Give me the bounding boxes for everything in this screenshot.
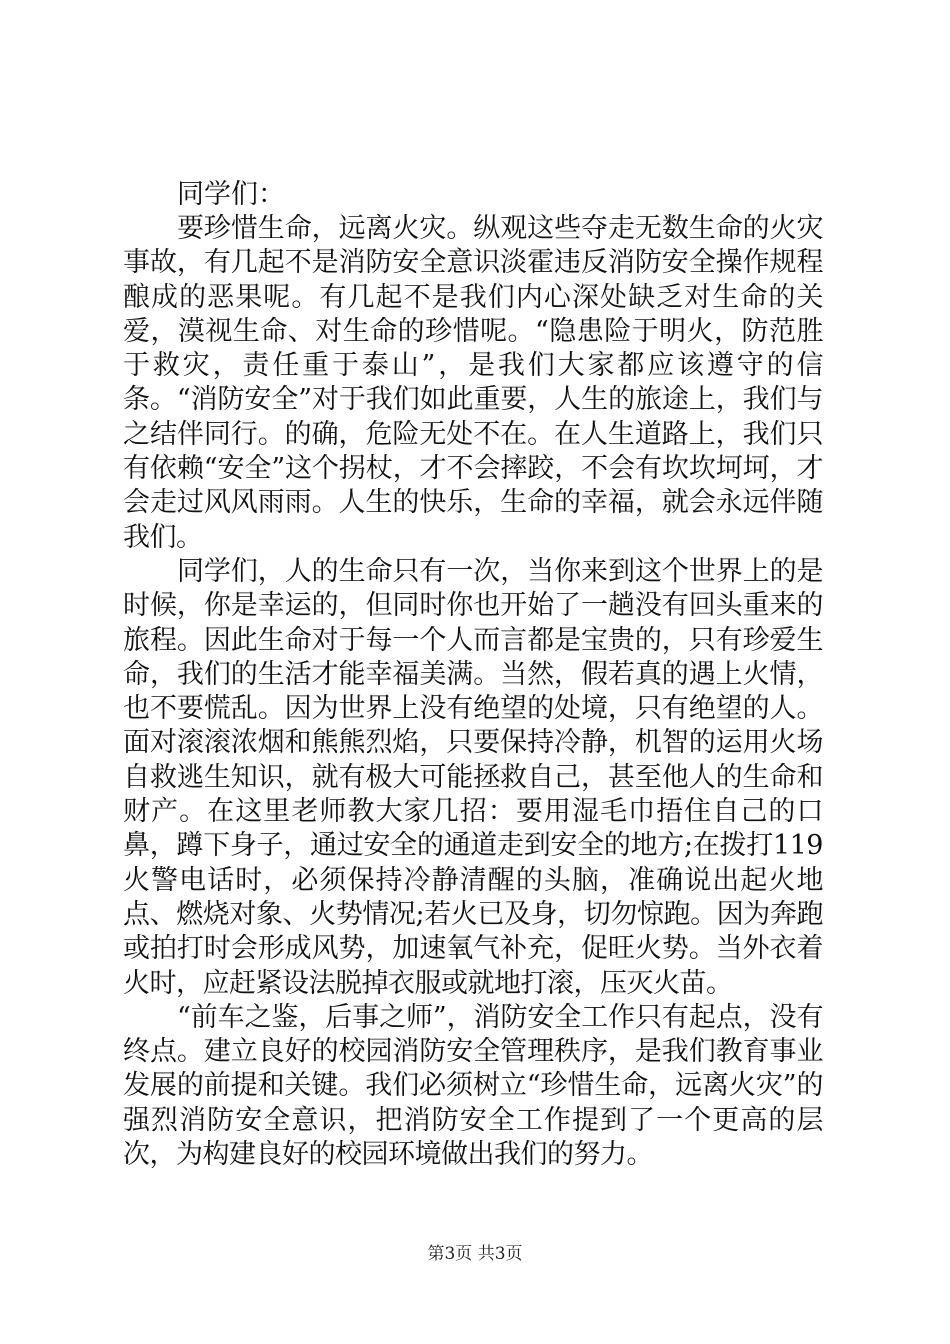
- paragraph-3: “前车之鉴，后事之师”，消防安全工作只有起点，没有终点。建立良好的校园消防安全管理秩序，是我们教育事业发展的前提和关键。我们必须树立“珍惜生命，远离火灾”的强烈消防安全意识，把消防安全工作提到了一个更高的层次，为构建良好的校园环境做出我们的努力。: [123, 1001, 823, 1171]
- paragraph-2: 同学们，人的生命只有一次，当你来到这个世界上的是时候，你是幸运的，但同时你也开始了一趟没有回头重来的旅程。因此生命对于每一个人而言都是宝贵的，只有珍爱生命，我们的生活才能幸福美满。当然，假若真的遇上火情，也不要慌乱。因为世界上没有绝望的处境，只有绝望的人。面对滚滚浓烟和熊熊烈焰，只要保持冷静，机智的运用火场自救逃生知识，就有极大可能拯救自己，甚至他人的生命和财产。在这里老师教大家几招：要用湿毛巾捂住自己的口鼻，蹲下身子，通过安全的通道走到安全的地方;在拨打119火警电话时，必须保持冷静清醒的头脑，准确说出起火地点、燃烧对象、火势情况;若火已及身，切勿惊跑。因为奔跑或拍打时会形成风势，加速氧气补充，促旺火势。当外衣着火时，应赶紧设法脱掉衣服或就地打滚，压灭火苗。: [123, 555, 823, 999]
- document-body: [123, 178, 823, 1172]
- paragraph-1: 要珍惜生命，远离火灾。纵观这些夺走无数生命的火灾事故，有几起不是消防安全意识淡霍违反消防安全操作规程酿成的恶果呢。有几起不是我们内心深处缺乏对生命的关爱，漠视生命、对生命的珍惜呢。“隐患险于明火，防范胜于救灾，责任重于泰山”，是我们大家都应该遵守的信条。“消防安全”对于我们如此重要，人生的旅途上，我们与之结伴同行。的确，危险无处不在。在人生道路上，我们只有依赖“安全”这个拐杖，才不会摔跤，不会有坎坎坷坷，才会走过风风雨雨。人生的快乐，生命的幸福，就会永远伴随我们。: [123, 213, 823, 553]
- greeting: 同学们：: [177, 179, 285, 210]
- page-number-footer: 第3页 共3页: [427, 1244, 523, 1264]
